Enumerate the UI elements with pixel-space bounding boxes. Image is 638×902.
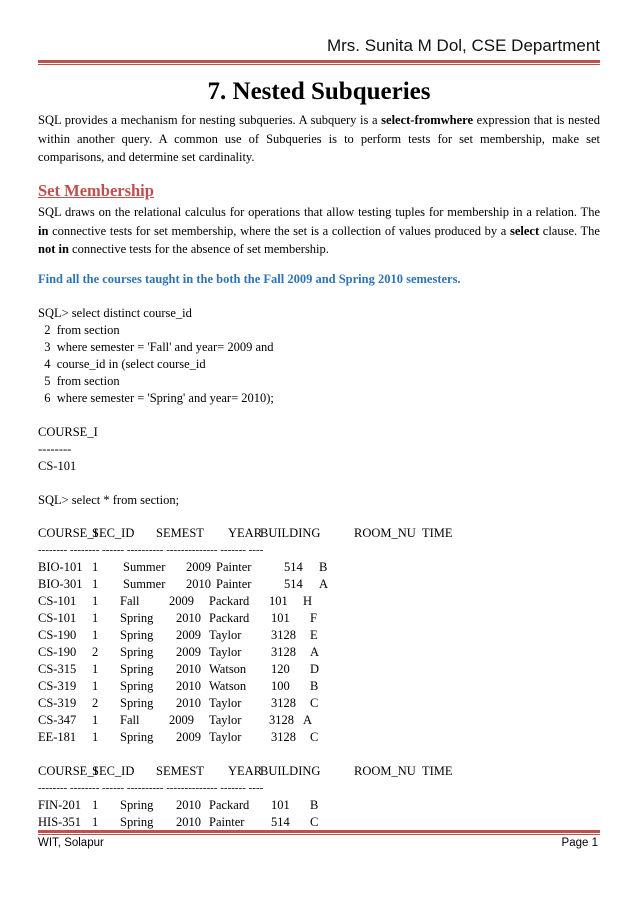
- query-line: 2 from section: [38, 323, 120, 337]
- sql-query-2: SQL> select * from section;: [38, 493, 180, 507]
- table-cell: HIS-351: [38, 815, 82, 829]
- table-cell: D: [310, 662, 320, 676]
- table-cell: 3128: [271, 730, 296, 744]
- table-cell: Spring: [120, 815, 154, 829]
- intro-paragraph: SQL provides a mechanism for nesting subqueries. A subquery is a select-fromwhere expression that is nested within another query. A common use of Subqueries is to perform tests for set membership, make set comparisons, and determine set cardinality.: [38, 113, 600, 165]
- table-cell: 1: [92, 611, 99, 625]
- table-cell: 1: [92, 594, 99, 608]
- column-header: ROOM_NU: [354, 764, 416, 778]
- result-header: COURSE_I: [38, 425, 98, 439]
- question-text: Find all the courses taught in the both the Fall 2009 and Spring 2010 semesters.: [38, 272, 461, 286]
- table-cell: B: [310, 798, 319, 812]
- table-cell: 1: [92, 577, 99, 591]
- table-cell: CS-315: [38, 662, 77, 676]
- table-cell: CS-190: [38, 628, 77, 642]
- table-cell: Packard: [209, 798, 250, 812]
- table-cell: 1: [92, 679, 99, 693]
- table-cell: Spring: [120, 645, 154, 659]
- table-cell: 1: [92, 730, 99, 744]
- table-cell: 514: [284, 560, 303, 574]
- page-title: 7. Nested Subqueries: [207, 78, 431, 105]
- table-cell: 1: [92, 798, 99, 812]
- table-cell: CS-101: [38, 611, 77, 625]
- table-cell: BIO-101: [38, 560, 83, 574]
- header-rule-thin: [38, 64, 600, 65]
- table-cell: 1: [92, 713, 99, 727]
- table-cell: Summer: [123, 577, 166, 591]
- footer-rule-thin: [38, 834, 600, 835]
- footer-left: WIT, Solapur: [38, 837, 104, 849]
- table-cell: 3128: [271, 645, 296, 659]
- column-header: SEC_ID: [92, 764, 135, 778]
- table-cell: A: [310, 645, 320, 659]
- table-cell: Painter: [209, 815, 245, 829]
- footer-rule: [38, 830, 600, 833]
- table-cell: Painter: [216, 560, 252, 574]
- table-cell: 2009: [169, 713, 194, 727]
- query-line: 3 where semester = 'Fall' and year= 2009 and: [38, 340, 274, 354]
- membership-paragraph: SQL draws on the relational calculus for operations that allow testing tuples for membership in a relation. The in connective tests for set membership, where the set is a collection of values produced by a select clause. The not in connective tests for the absence of set membership.: [38, 205, 600, 257]
- table-cell: C: [310, 730, 319, 744]
- table-cell: 2009: [176, 645, 201, 659]
- table-cell: A: [319, 577, 329, 591]
- query-line: 4 course_id in (select course_id: [38, 357, 206, 371]
- page-header: Mrs. Sunita M Dol, CSE Department: [326, 36, 600, 55]
- table-cell: Taylor: [209, 628, 242, 642]
- table-cell: FIN-201: [38, 798, 82, 812]
- table-cell: Taylor: [209, 730, 242, 744]
- table-cell: 101: [271, 798, 290, 812]
- table-cell: Spring: [120, 679, 154, 693]
- table-cell: 2010: [176, 679, 201, 693]
- column-header: YEAR: [228, 764, 263, 778]
- column-header: COURSE_I: [38, 526, 98, 540]
- table-cell: Spring: [120, 696, 154, 710]
- table-cell: 2010: [186, 577, 211, 591]
- table-cell: Taylor: [209, 696, 242, 710]
- table-cell: 2009: [176, 730, 201, 744]
- table-cell: 100: [271, 679, 290, 693]
- table-cell: Watson: [209, 662, 247, 676]
- table-cell: BIO-301: [38, 577, 83, 591]
- table-cell: 2: [92, 645, 99, 659]
- table-cell: 2009: [169, 594, 194, 608]
- table-cell: B: [319, 560, 328, 574]
- table-cell: 514: [271, 815, 290, 829]
- table-cell: 3128: [269, 713, 294, 727]
- table-cell: Spring: [120, 730, 154, 744]
- table-cell: Painter: [216, 577, 252, 591]
- column-header: YEAR: [228, 526, 263, 540]
- table-cell: EE-181: [38, 730, 77, 744]
- table-cell: Watson: [209, 679, 247, 693]
- table-cell: 1: [92, 662, 99, 676]
- column-header: ROOM_NU: [354, 526, 416, 540]
- column-header: TIME: [422, 526, 453, 540]
- table-cell: CS-347: [38, 713, 77, 727]
- table-cell: CS-319: [38, 696, 77, 710]
- footer-page-number: Page 1: [561, 837, 598, 849]
- column-header: SEMEST: [156, 526, 204, 540]
- section-heading: Set Membership: [38, 181, 154, 200]
- column-header: BUILDING: [260, 526, 321, 540]
- query-line: 5 from section: [38, 374, 120, 388]
- dash-line: -------- -------- ------ ---------- -------------- ------- ----: [38, 782, 264, 794]
- table-cell: 1: [92, 560, 99, 574]
- column-header: SEMEST: [156, 764, 204, 778]
- table-cell: 2010: [176, 611, 201, 625]
- table-cell: Spring: [120, 662, 154, 676]
- table-cell: 2010: [176, 815, 201, 829]
- table-cell: Taylor: [209, 713, 242, 727]
- table-cell: C: [310, 696, 319, 710]
- table-cell: A: [303, 713, 313, 727]
- table-cell: 1: [92, 815, 99, 829]
- table-cell: Fall: [120, 594, 140, 608]
- table-cell: Packard: [209, 594, 250, 608]
- table-cell: 514: [284, 577, 303, 591]
- table-cell: 101: [269, 594, 288, 608]
- table-cell: Fall: [120, 713, 140, 727]
- table-cell: 2009: [176, 628, 201, 642]
- dash-line: -------- -------- ------ ---------- -------------- ------- ----: [38, 544, 264, 556]
- table-cell: H: [303, 594, 313, 608]
- table-cell: CS-319: [38, 679, 77, 693]
- table-cell: 2010: [176, 662, 201, 676]
- table-cell: 2010: [176, 696, 201, 710]
- result-value: CS-101: [38, 459, 77, 473]
- table-cell: Spring: [120, 798, 154, 812]
- table-cell: 3128: [271, 696, 296, 710]
- table-cell: 101: [271, 611, 290, 625]
- header-rule: [38, 60, 600, 63]
- table-cell: CS-190: [38, 645, 77, 659]
- result-dashes: --------: [38, 442, 72, 456]
- table-cell: Taylor: [209, 645, 242, 659]
- table-cell: 2010: [176, 798, 201, 812]
- query-line: 6 where semester = 'Spring' and year= 2010);: [38, 391, 274, 405]
- table-cell: Spring: [120, 628, 154, 642]
- table-cell: Summer: [123, 560, 166, 574]
- table-cell: 1: [92, 628, 99, 642]
- column-header: COURSE_I: [38, 764, 98, 778]
- table-cell: 2: [92, 696, 99, 710]
- column-header: TIME: [422, 764, 453, 778]
- table-cell: F: [310, 611, 317, 625]
- table-cell: 2009: [186, 560, 211, 574]
- table-cell: C: [310, 815, 319, 829]
- table-cell: Spring: [120, 611, 154, 625]
- column-header: BUILDING: [260, 764, 321, 778]
- table-cell: B: [310, 679, 319, 693]
- column-header: SEC_ID: [92, 526, 135, 540]
- table-cell: CS-101: [38, 594, 77, 608]
- query-line: SQL> select distinct course_id: [38, 306, 192, 320]
- table-cell: E: [310, 628, 318, 642]
- table-cell: Packard: [209, 611, 250, 625]
- table-cell: 3128: [271, 628, 296, 642]
- table-cell: 120: [271, 662, 290, 676]
